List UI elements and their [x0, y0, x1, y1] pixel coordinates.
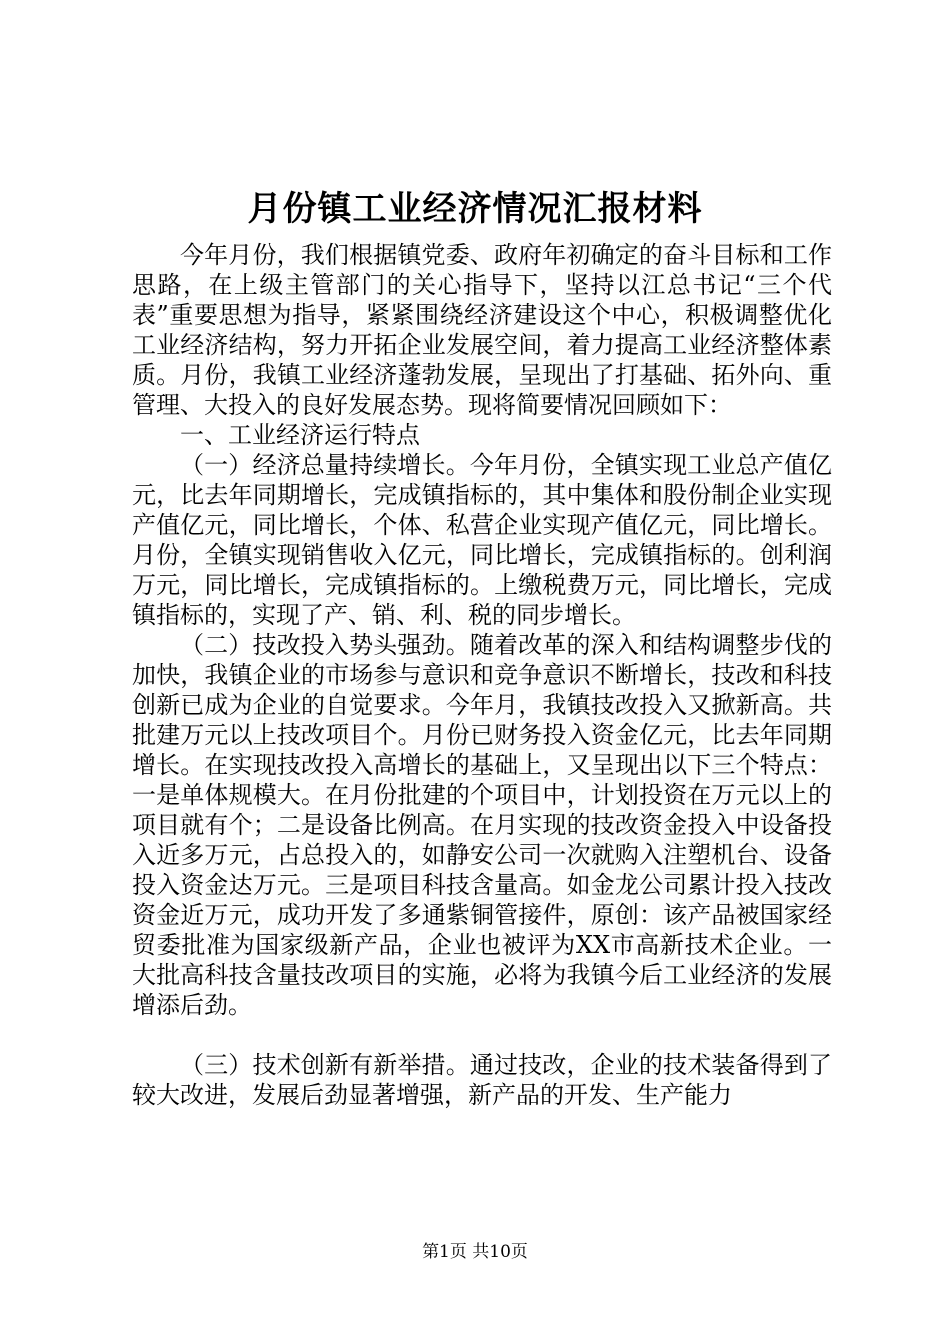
intro-paragraph: 今年月份，我们根据镇党委、政府年初确定的奋斗目标和工作思路，在上级主管部门的关心指导下，坚持以江总书记“三个代表”重要思想为指导，紧紧围绕经济建设这个中心，积极调整优化工业经济结构，努力开拓企业发展空间，着力提高工业经济整体素质。月份，我镇工业经济蓬勃发展，呈现出了打基础、拓外向、重管理、大投入的良好发展态势。现将简要情况回顾如下： — [132, 241, 832, 419]
paragraph-tech-investment: （二）技改投入势头强劲。随着改革的深入和结构调整步伐的加快，我镇企业的市场参与意识和竞争意识不断增长，技改和科技创新已成为企业的自觉要求。今年月，我镇技改投入又掀新高。共批建万元以上技改项目个。月份已财务投入资金亿元，比去年同期增长。在实现技改投入高增长的基础上，又呈现出以下三个特点：一是单体规模大。在月份批建的个项目中，计划投资在万元以上的项目就有个；二是设备比例高。在月实现的技改资金投入中设备投入近多万元，占总投入的，如静安公司一次就购入注塑机台、设备投入资金达万元。三是项目科技含量高。如金龙公司累计投入技改资金近万元，成功开发了多通紫铜管接件，原创：该产品被国家经贸委批准为国家级新产品，企业也被评为XX市高新技术企业。一大批高科技含量技改项目的实施，必将为我镇今后工业经济的发展增添后劲。 — [132, 631, 832, 1019]
page-number-footer: 第1页 共10页 — [422, 1242, 528, 1262]
paragraph-gap — [132, 1020, 832, 1050]
paragraph-tech-innovation: （三）技术创新有新举措。通过技改，企业的技术装备得到了较大改进，发展后劲显著增强，新产品的开发、生产能力 — [132, 1051, 832, 1109]
paragraph-economic-growth: （一）经济总量持续增长。今年月份，全镇实现工业总产值亿元，比去年同期增长，完成镇指标的，其中集体和股份制企业实现产值亿元，同比增长，个体、私营企业实现产值亿元，同比增长。月份，全镇实现销售收入亿元，同比增长，完成镇指标的。创利润万元，同比增长，完成镇指标的。上缴税费万元，同比增长，完成镇指标的，实现了产、销、利、税的同步增长。 — [132, 451, 832, 629]
section-heading: 一、工业经济运行特点 — [180, 421, 420, 449]
document-body — [132, 240, 832, 1110]
document-title: 月份镇工业经济情况汇报材料 — [247, 189, 703, 229]
